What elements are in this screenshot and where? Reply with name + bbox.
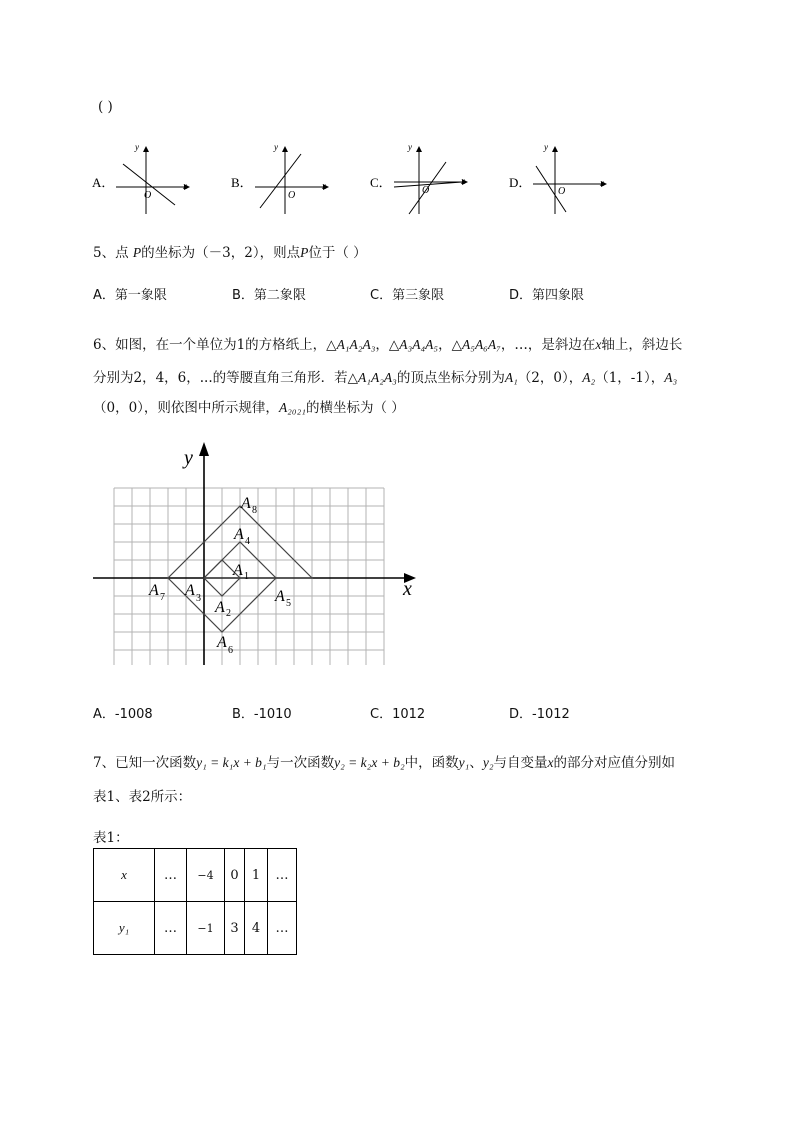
label-a2-sub: 2: [226, 608, 231, 619]
table-cell: −4: [187, 849, 225, 902]
y-axis-arrow: [282, 146, 288, 152]
table-cell: …: [268, 902, 297, 955]
origin-label: O: [558, 186, 566, 197]
q7-table-title: 表1：: [93, 830, 129, 846]
q7-line-2: 表1、表2所示：: [93, 789, 192, 805]
y-axis-arrow: [416, 146, 422, 152]
table-cell: 0: [225, 849, 245, 902]
table-cell: 1: [245, 849, 268, 902]
y-axis-arrow: [552, 146, 558, 152]
label-a5: A: [275, 588, 285, 605]
x-axis-label: x: [183, 181, 187, 191]
table-cell: y₁: [94, 902, 155, 955]
q5-option-a[interactable]: A．第一象限: [93, 288, 167, 303]
y-axis-label: y: [184, 447, 193, 469]
table-cell: −1: [187, 902, 225, 955]
label-a7-sub: 7: [160, 592, 165, 603]
y-axis-label: y: [544, 142, 548, 152]
option-a-label: A．: [92, 175, 115, 190]
label-a2: A: [215, 599, 225, 616]
q6-line-2: 分别为2，4，6，...的等腰直角三角形．若△A₁A₂A₃的顶点坐标分别为A₁（2，0），A₂（1，-1），A₃: [93, 370, 678, 386]
label-a6: A: [217, 634, 227, 651]
label-a1-sub: 1: [244, 571, 249, 582]
label-a3-sub: 3: [196, 593, 201, 604]
table-row: [94, 902, 297, 955]
y-axis-arrow: [199, 442, 209, 456]
label-a8: A: [241, 495, 251, 512]
q4-answer-paren: ( ): [98, 99, 113, 115]
y-axis-label: y: [135, 142, 139, 152]
q6-line-1: 6、如图，在一个单位为1的方格纸上，△A₁A₂A₃，△A₃A₄A₅，△A₅A₆A₇，…，是斜边在x轴上，斜边长: [93, 337, 683, 353]
label-a6-sub: 6: [228, 645, 233, 656]
table-cell: x: [94, 849, 155, 902]
x-axis-label: x: [461, 176, 465, 186]
label-a1: A: [233, 562, 243, 579]
option-b-label: B．: [231, 175, 253, 190]
x-axis-label: x: [600, 178, 604, 188]
option-a-graph[interactable]: [92, 142, 190, 214]
q5-question: 5、点 P的坐标为（－3，2），则点P位于（ ）: [93, 245, 367, 261]
table-cell: 4: [245, 902, 268, 955]
q6-option-c[interactable]: C．1012: [370, 707, 426, 722]
label-a4: A: [234, 526, 244, 543]
option-d-label: D．: [509, 175, 532, 190]
origin-label: O: [422, 185, 430, 196]
q5-option-d[interactable]: D．第四象限: [509, 288, 585, 303]
label-a5-sub: 5: [286, 598, 291, 609]
x-axis-label: x: [322, 181, 326, 191]
q4-option-graphs: [88, 140, 728, 220]
y-axis-label: y: [408, 142, 412, 152]
option-d-graph[interactable]: [509, 142, 607, 214]
option-b-graph[interactable]: [231, 142, 329, 214]
y-axis-label: y: [274, 142, 278, 152]
table-row: [94, 849, 297, 902]
label-a4-sub: 4: [245, 536, 250, 547]
origin-label: O: [288, 190, 296, 201]
q5-option-c[interactable]: C．第三象限: [370, 288, 445, 303]
y-axis-arrow: [143, 146, 149, 152]
table-cell: …: [155, 902, 187, 955]
option-c-graph[interactable]: [370, 142, 468, 214]
q6-option-b[interactable]: B．-1010: [232, 707, 292, 722]
x-axis-label: x: [403, 578, 412, 600]
label-a7: A: [149, 582, 159, 599]
table-cell: 3: [225, 902, 245, 955]
table-cell: …: [268, 849, 297, 902]
q5-option-b[interactable]: B．第二象限: [232, 288, 306, 303]
q7-line-1: 7、已知一次函数y₁ = k₁x + b₁与一次函数y₂ = k₂x + b₂中，函数y₁、y₂与自变量x的部分对应值分别如: [93, 755, 676, 771]
q6-line-3: （0，0），则依图中所示规律，A₂₀₂₁的横坐标为（ ）: [93, 400, 405, 416]
label-a8-sub: 8: [252, 505, 257, 516]
q6-figure: [88, 440, 428, 665]
q6-option-a[interactable]: A．-1008: [93, 707, 153, 722]
table-cell: …: [155, 849, 187, 902]
label-a3: A: [185, 582, 195, 599]
q6-option-d[interactable]: D．-1012: [509, 707, 570, 722]
origin-label: O: [144, 190, 152, 201]
option-c-label: C．: [370, 175, 392, 190]
q7-value-table: [93, 848, 297, 955]
